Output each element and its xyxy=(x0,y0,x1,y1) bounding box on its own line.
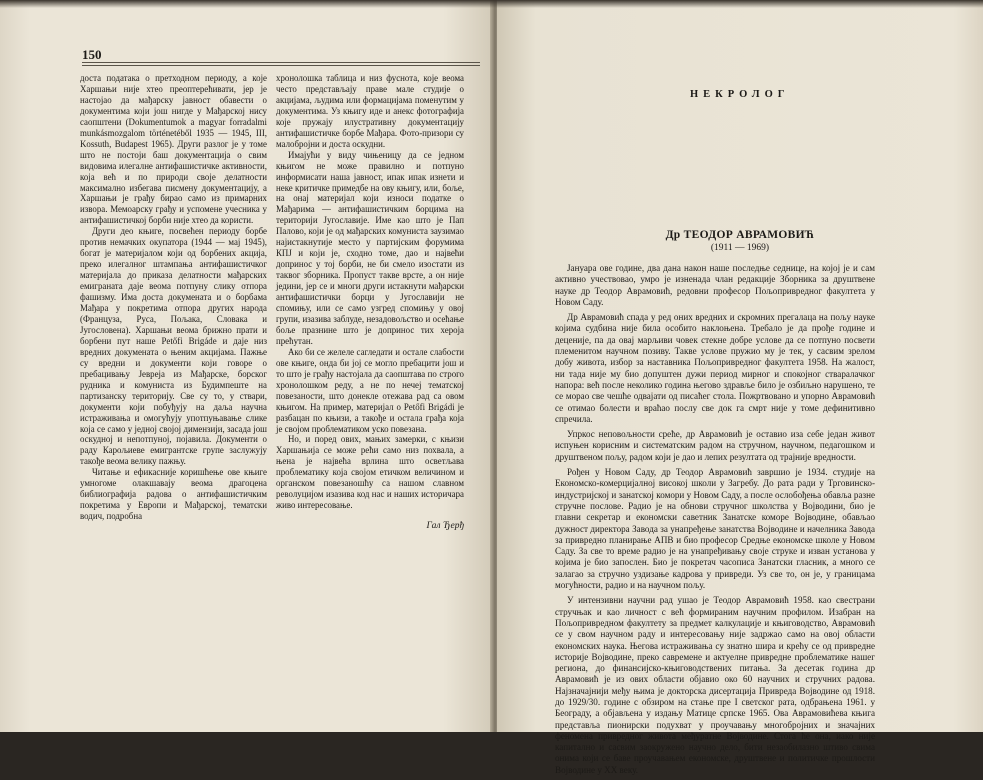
obituary-body xyxy=(555,263,875,780)
paragraph: Имајући у виду чињеницу да се једном књигом не може правилно и потпуно информисати наша јавност, ипак ипак изнети и неке критичке примедбе на ову књигу, или, боље, на онај материјал који износи податке о Мађарима — антифашистичким борцима на територији Југославије. Име као што је Пап Палово, који је од мађарских комуниста заузимао најистакнутије место у партијским форумима КПЈ и који је, сходно томе, дао и највећи допринос у тој борби, не би смело изостати из таквог зборника. Пропуст такве врсте, а он није једини, јер се и многи други истакнути мађарски антифашистички борци у Југославији не спомињу, или се само узгред спомињу у овој групи, изазива заблуде, незадовољство и осећање боље празнине што је допринос тих хероја прећутан. xyxy=(276,149,464,346)
paragraph: доста података о претходном периоду, а које Харшањи није хтео преоптерећивати, јер је настојао да мађарску јавност обавести о документима који још нигде у Мађарској нису саопштени (Dokumentumok a magyar forradalmi munkásmozgalom történetéből 1935 — 1945, III, Kossuth, Budapest 1965). Други разлог је у томе што не постоји баш документација о свим видовима илегалне антифашистичке активности, која већ и по природи своје делатности максимално избегава писмену документацију, а Харшањи је грађу бирао само из примарних извора. Мемоарску грађу и успомене учесника у антифашистичкој борби није хтео да користи. xyxy=(80,73,267,226)
paragraph: Други део књиге, посвећен периоду борбе против немачких окупатора (1944 — мај 1945), богат је материјалом који од борбених акција, преко илегалног штампања антифашистичког материјала до приказа делатности мађарских емиграната даје веома потпуну слику отпора фашизму. Има доста докумената и о борбама Мађара у покретима отпора других народа (Француза, Руса, Пољака, Словака и Југословена). Харшањи веома брижно прати и борбени пут наше Petőfi Brigáde и даје низ вредних докумената о њеним акцијама. Пажње су вредни и документи који говоре о пребацивању Јевреја из Мађарске, борског рудника и комуниста из Будимпеште на партизанску територију. Све су то, у ствари, документи који побуђују на даља научна истраживања и омогућују употпуњавање слике која се само у једној својој димензији, засада још оскудној и непотпуној, појавила. Документи о раду Карољиеве емигрантске групе заслужују такође веома велику пажњу. xyxy=(80,226,267,467)
paragraph: Но, и поред ових, мањих замерки, с књизи Харшањија се може рећи само низ похвала, а њена је највећа врлина што осветљава проблематику која својом етичком величином и органском повезаношћу са нашом славном револуцијом изазива код нас и наших историчара живо интересовање. xyxy=(276,434,464,511)
section-header: НЕКРОЛОГ xyxy=(690,89,790,100)
paragraph: Јануара ове године, два дана након наше последње седнице, на којој је и сам активно учествовао, умро је изненада члан редакције Зборника за друштвене науке др Теодор Аврамовић, редовни професор Пољопривредног факултета у Новом Саду. xyxy=(555,263,875,307)
paragraph: Рођен у Новом Саду, др Теодор Аврамовић завршио је 1934. студије на Економско-комерцијалној високој школи у Загребу. До рата ради у Трговинско-индустријској и занатској комори у Новом Саду, а после ослобођења обавља разне стручне послове. Радио је на обнови стручног школства у Војводини, био је главни секретар и економски саветник Занатске коморе Војводине, обављао дужност директора Завода за унапређење занатства Војводине и начелника Завода за привредно планирање АПВ и био професор Средње економске школе у Новом Саду. За све то време радио је на унапређивању своје струке и изван установа у којима је био запослен. Био је покретач часописа Занатски гласник, а много се залагао за стручно уздизање кадрова у привреди. Уз све то, он је, у границама могућности, радио и на научном пољу. xyxy=(555,467,875,591)
paragraph: У интензивни научни рад ушао је Теодор Аврамовић 1958. као свестрани стручњак и као личност с већ формираним научним профилом. Изабран на Пољопривредном факултету за предмет калкулације и књиговодство, Аврамовић се у свом научном раду и интересовању није задржао само на овој области економских наука. Његова истраживања су знатно шира и крећу се од привредне историје Војводине, преко савремене и актуелне привредне проблематике нашег региона, до финансијско-књиговодствених питања. За десетак година др Аврамовић је из ових области објавио око 60 научних и стручних радова. Најзначајнији међу њима је докторска дисертација Привреда Војводине од 1918. до 1929/30. године с обзиром на стање пре I светског рата, одбрањена 1961. у Београду, а објављена у издању Матице српске 1965. Ова Аврамовићева књига представља пионирски подухват у проучавању многобројних и значајних феномена привредног живота међуратне Војводине. Стога ће она, иако није капитално и сасвим заокружено научно дело, бити незаобилазно штиво свима онима који се баве проучавањем економске, друштвене и политичке прошлости Војводине у XX веку. xyxy=(555,595,875,775)
paragraph: Ако би се желеле сагледати и остале слабости ове књиге, онда би јој се могло пребацити још и то што је грађу настојала да саопштава по строго хронолошком реду, а не по нечеј тематској повезаности, што донекле отежава рад са овом књигом. На пример, материјал о Petőfi Brigádi је разбацан по књизи, а такође и остала грађа која је својом проблематиком уско повезана. xyxy=(276,346,464,434)
page-shadow xyxy=(0,0,983,8)
article-title: Др ТЕОДОР АВРАМОВИЋ xyxy=(665,229,815,241)
header-rule xyxy=(82,65,480,66)
left-column-1 xyxy=(80,73,267,522)
left-column-2 xyxy=(276,73,464,532)
paragraph: Упркос неповољности среће, др Аврамовић је оставио иза себе један живот испуњен корисним и систематским радом на стручном, научном, педагошком и друштвеном пољу, радом који је дао и лепих резултата од трајније вредности. xyxy=(555,429,875,462)
article-years: (1911 — 1969) xyxy=(710,243,770,253)
header-rule xyxy=(82,62,480,63)
review-signature: Гал Ђерђ xyxy=(426,521,464,532)
left-page xyxy=(0,0,493,732)
page-number: 150 xyxy=(82,47,102,62)
paragraph: Др Аврамовић спада у ред оних вредних и скромних прегалаца на пољу науке којима судбина није била особито наклоњена. Требало је да прође године и деценије, па да овај марљиви човек стекне добре услове да се потпуно посвети племенитом научном позиву. Такве услове пружио му је тек, у сасвим зрелом добу живота, избор за наставника Пољопривредног факултета 1958. На жалост, ни тада није му био допуштен дужи период мирног и спокојног стваралачког напора: већ после неколико година његово здравље било је озбиљно нарушено, те се морао све чешће одвајати од писаћег стола. Пожртвовано и упорно Аврамовић се отимао болести и враћао послу све док га смрт није у томе дефинитивно спречила. xyxy=(555,312,875,424)
paragraph: хронолошка таблица и низ фуснота, које веома често представљају праве мале студије о акцијама, људима или формацијама поменутим у документима. Уз књигу иде и анекс фотографија које пружају илустративну документацију антифашистичке борбе Мађара. Фото-призори су малобројни и доста оскудни. xyxy=(276,73,464,149)
paragraph: Читање и ефикасније коришћење ове књиге умногоме олакшавају веома драгоцена библиографија радова о антифашистичким покретима у Европи и Мађарској, тематски водич, подробна xyxy=(80,467,267,522)
